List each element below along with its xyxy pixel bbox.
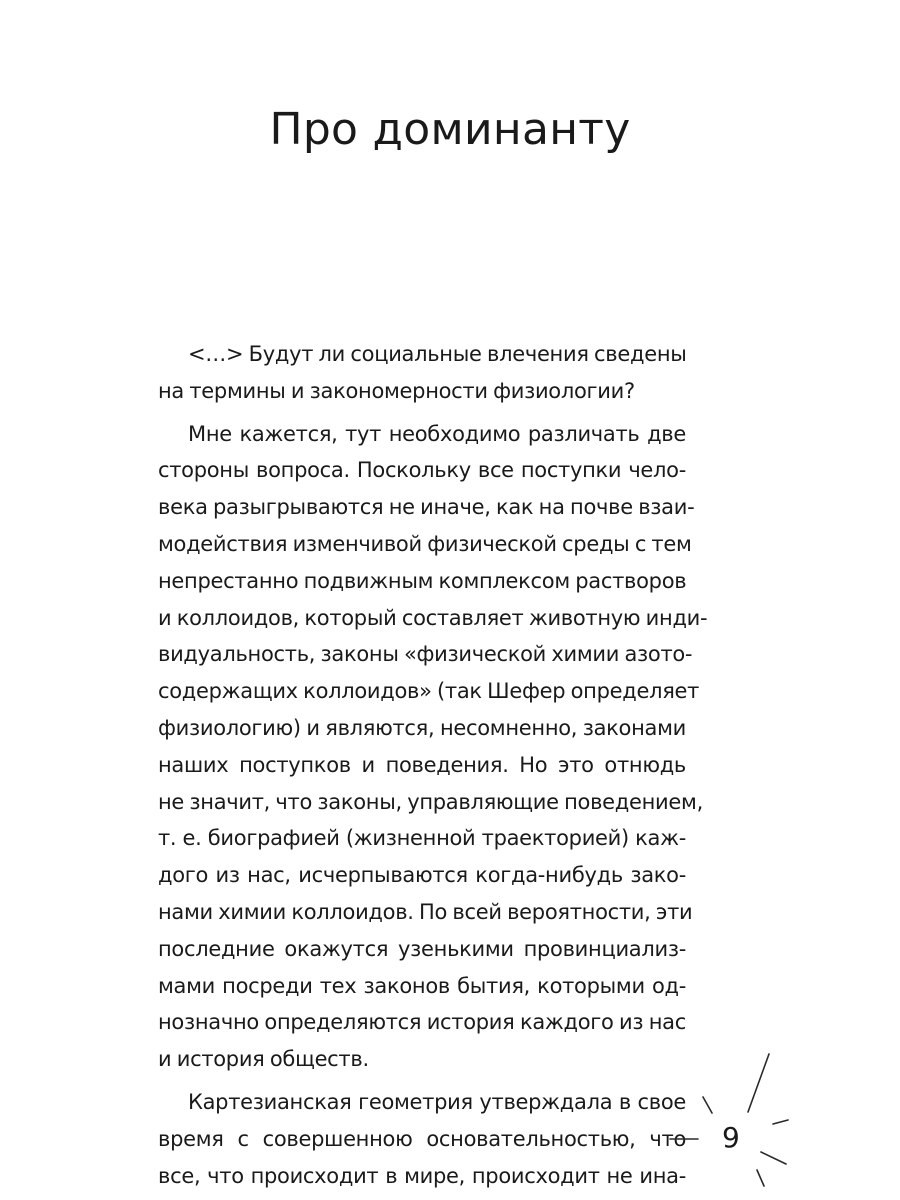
text-line: Мне кажется, тут необходимо различать две — [188, 421, 686, 446]
text-line: нозначно определяются история каждого из нас — [158, 1010, 686, 1035]
ornament-ray — [757, 1170, 764, 1186]
text-line: и коллоидов, который составляет животную инди- — [158, 605, 708, 630]
ornament-ray — [748, 1054, 769, 1112]
text-line: нами химии коллоидов. По всей вероятности, эти — [158, 899, 693, 924]
text-line: видуальность, законы «физической химии азото- — [158, 642, 693, 667]
page-number: 9 — [722, 1121, 740, 1154]
text-line: физиологию) и являются, несомненно, законами — [158, 715, 686, 740]
chapter-title: Про доминанту — [269, 104, 631, 155]
ornament-ray — [761, 1152, 786, 1164]
text-line: время с совершенною основательностью, что — [158, 1126, 686, 1151]
text-line: Картезианская геометрия утверждала в свое — [188, 1089, 686, 1114]
text-line: модействия изменчивой физической среды с тем — [158, 531, 692, 556]
text-line: дого из нас, исчерпываются когда-нибудь зако- — [158, 863, 686, 888]
text-line: мами посреди тех законов бытия, которыми од- — [158, 973, 686, 998]
ornament-ray — [703, 1097, 712, 1113]
text-line: не значит, что законы, управляющие поведением, — [158, 789, 703, 814]
text-line: стороны вопроса. Поскольку все поступки чело- — [158, 458, 686, 483]
text-line: наших поступков и поведения. Но это отнюдь — [158, 752, 686, 777]
text-line: т. е. биографией (жизненной траекторией) каж- — [158, 826, 686, 851]
body-text — [158, 336, 708, 1194]
text-line: и история обществ. — [158, 1047, 369, 1072]
ornament-ray — [773, 1120, 788, 1124]
text-line: непрестанно подвижным комплексом растворов — [158, 568, 687, 593]
text-line: <…> Будут ли социальные влечения сведены — [188, 342, 687, 366]
text-line: содержащих коллоидов» (так Шефер определяет — [158, 679, 700, 704]
text-line: века разыгрываются не иначе, как на почве взаи- — [158, 495, 695, 520]
text-line: последние окажутся узенькими провинциализ- — [158, 936, 686, 961]
text-line: все, что происходит в мире, происходит не ина- — [158, 1163, 686, 1188]
text-line: на термины и закономерности физиологии? — [158, 378, 635, 403]
